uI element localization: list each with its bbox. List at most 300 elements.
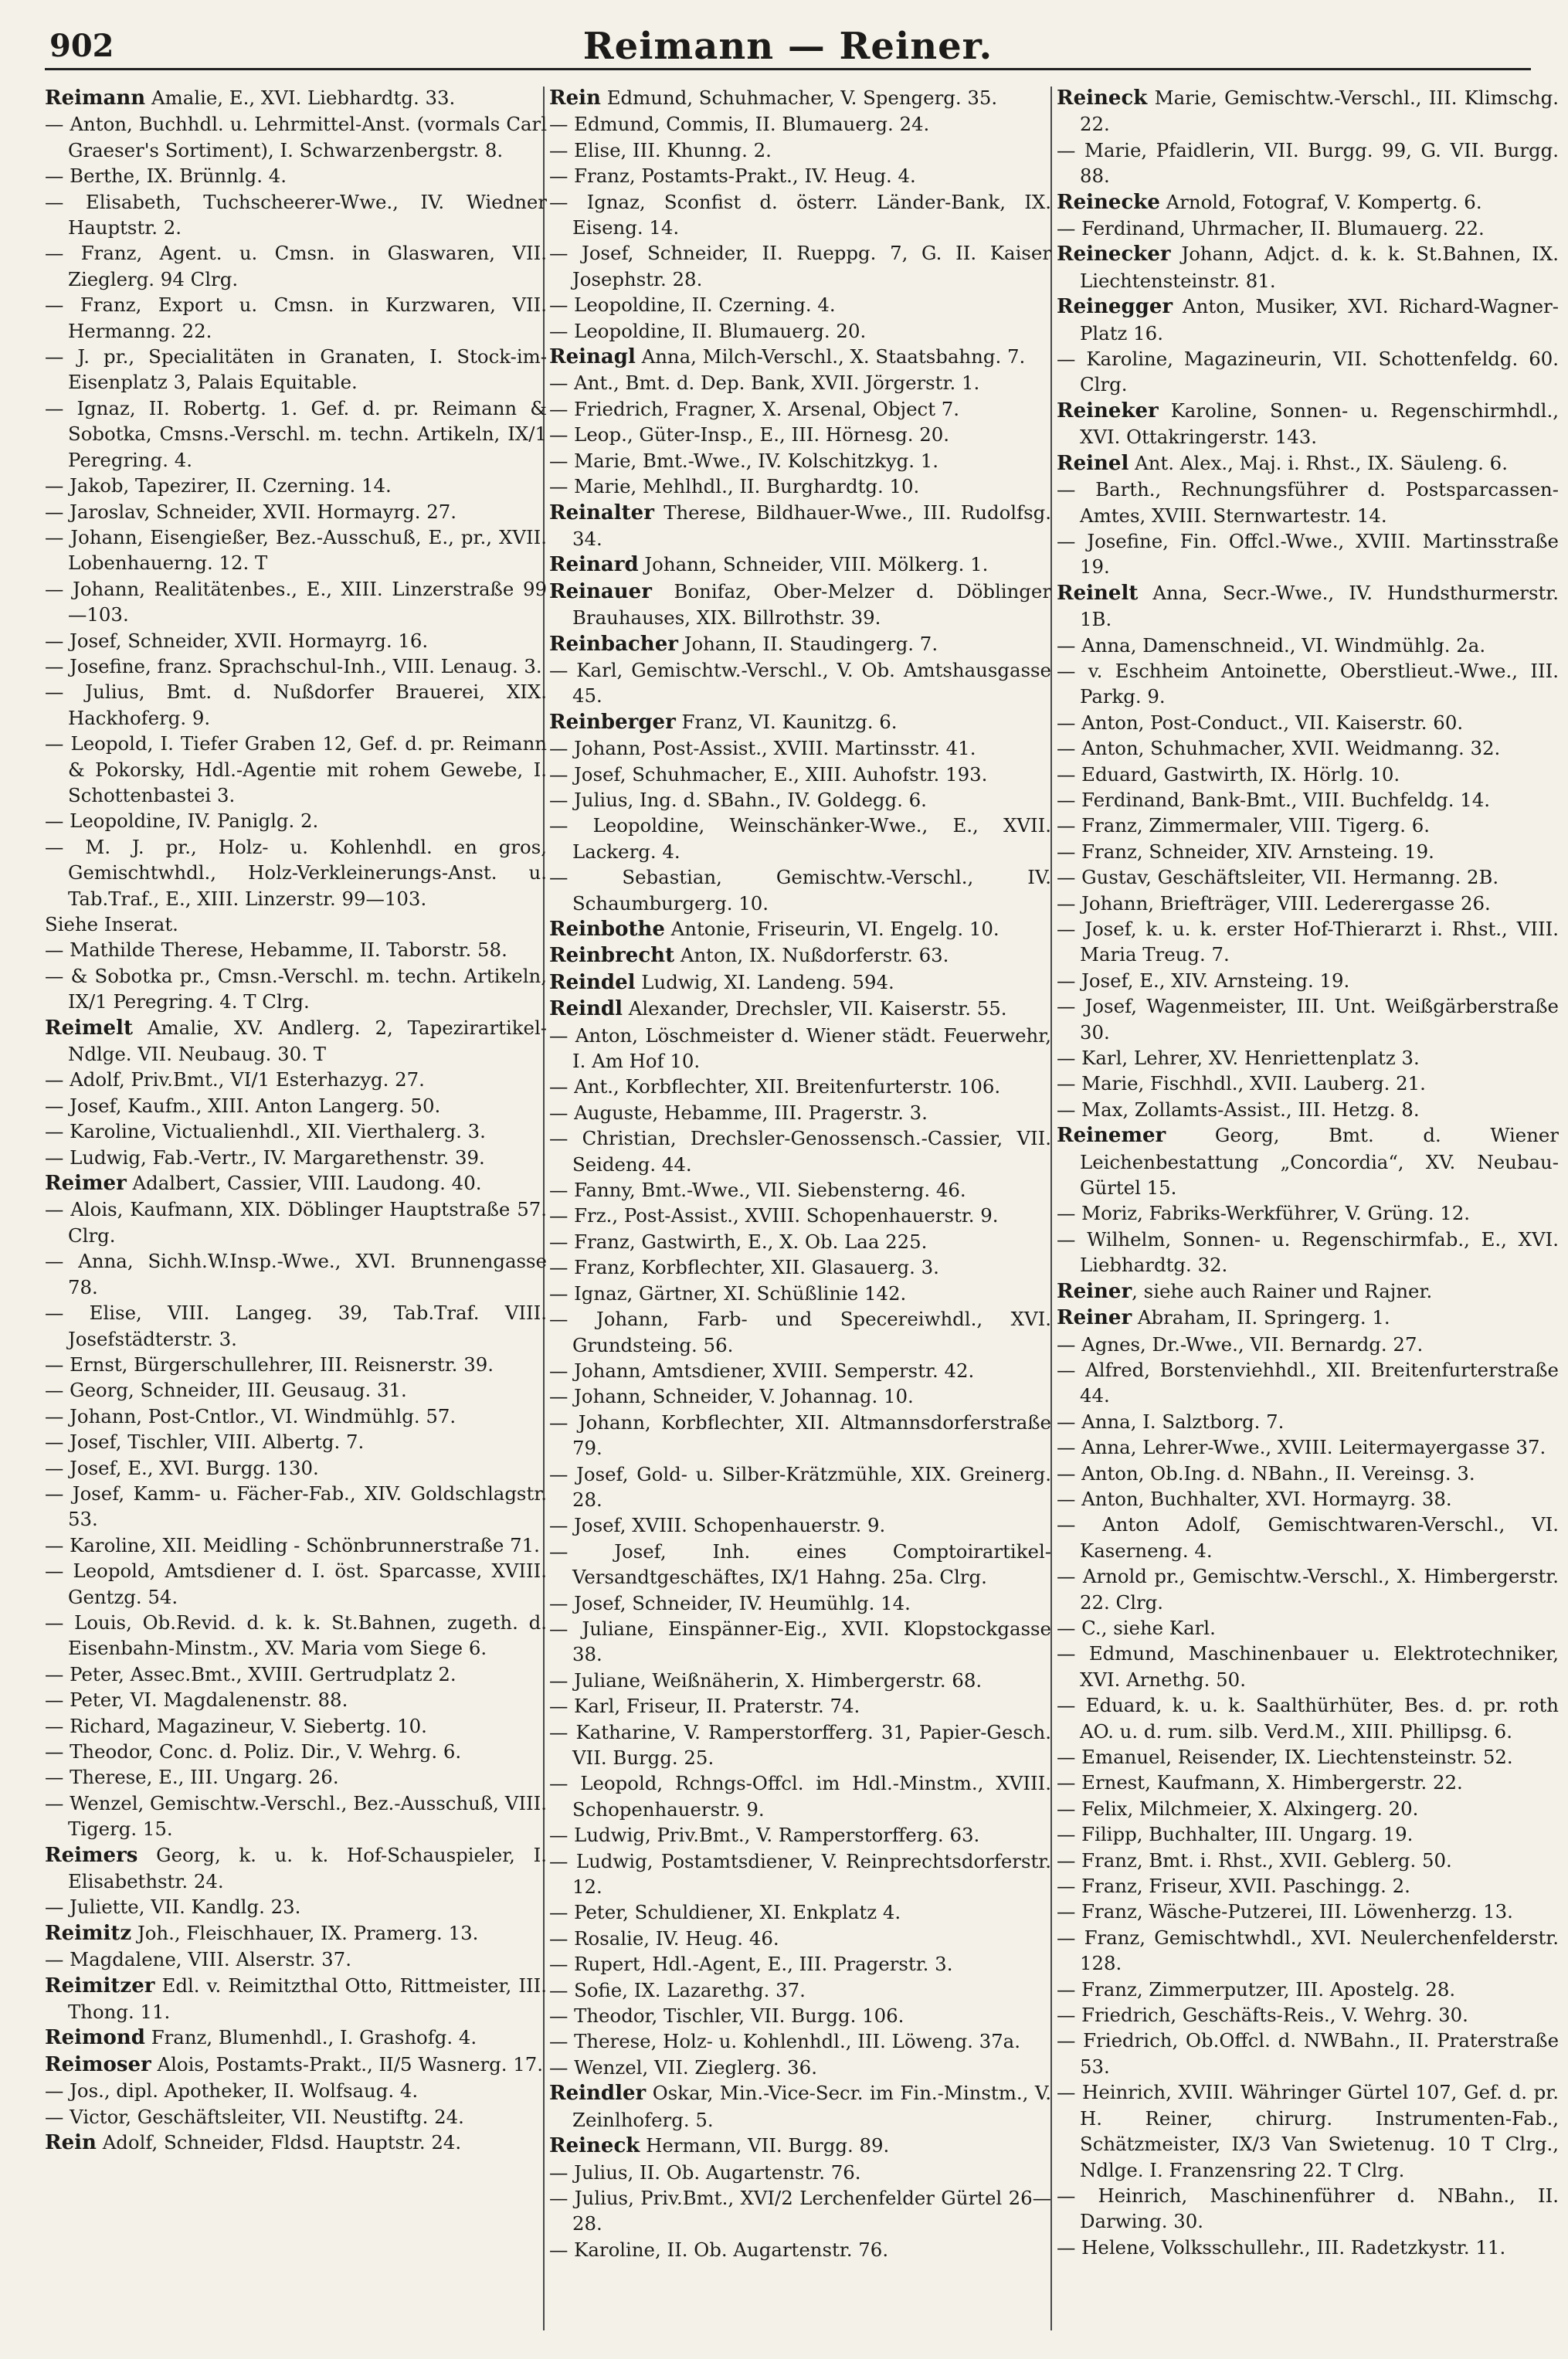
entry-text: — Anton, Löschmeister d. Wiener städt. Feuerwehr, I. Am Hof 10. [549, 1023, 1051, 1073]
directory-entry [1057, 477, 1559, 528]
directory-entry [549, 344, 1051, 370]
entry-text: — Edmund, Maschinenbauer u. Elektrotechniker, XVI. Arnethg. 50. [1057, 1642, 1559, 1691]
directory-entry [45, 834, 547, 911]
entry-text: — Christian, Drechsler-Genossensch.-Cassier, VII. Seideng. 44. [549, 1127, 1051, 1176]
directory-entry [549, 1539, 1051, 1590]
directory-entry [45, 1377, 547, 1403]
entry-text: — Peter, VI. Magdalenenstr. 88. [45, 1689, 348, 1712]
directory-entry [1057, 1434, 1559, 1460]
directory-entry [1057, 658, 1559, 710]
page-header [45, 23, 1531, 70]
entry-surname: Reinagl [549, 345, 636, 369]
entry-text: — Karl, Gemischtw.-Verschl., V. Ob. Amtshausgasse 45. [549, 658, 1051, 708]
directory-entry [549, 1306, 1051, 1358]
entry-surname: Reimond [45, 2026, 145, 2050]
entry-text: — Johann, Briefträger, VIII. Lederergasse 26. [1057, 891, 1491, 915]
entry-text: — Louis, Ob.Revid. d. k. k. St.Bahnen, zugeth. d. Eisenbahn-Minstm., XV. Maria vom Siege 6. [45, 1611, 547, 1660]
entry-text: — Josef, Inh. eines Comptoirartikel-Versandtgeschäftes, IX/1 Hahng. 25a. Clrg. [549, 1539, 1051, 1589]
directory-entry [549, 85, 1051, 111]
entry-text: — Franz, Korbflechter, XII. Glasauerg. 3. [549, 1256, 939, 1279]
entry-surname: Reineck [549, 2134, 640, 2158]
entry-text: — Leop., Güter-Insp., E., III. Hörnesg. 20. [549, 423, 950, 446]
directory-entry [45, 1118, 547, 1144]
entry-text: — Josef, Schneider, XVII. Hormayrg. 16. [45, 629, 429, 652]
entry-text: — Julius, Priv.Bmt., XVI/2 Lerchenfelder Gürtel 26—28. [549, 2186, 1051, 2235]
directory-entry [549, 2003, 1051, 2028]
entry-text: — Georg, Schneider, III. Geusaug. 31. [45, 1379, 407, 1402]
entry-text: Karoline, Sonnen- u. Regenschirmhdl., XVI. Ottakringerstr. 143. [1080, 399, 1559, 449]
directory-entry [549, 292, 1051, 317]
entry-surname: Reimelt [45, 1016, 133, 1040]
entry-text: Anna, Milch-Verschl., X. Staatsbahng. 7. [635, 345, 1026, 368]
directory-entry [549, 1693, 1051, 1719]
entry-text: — Moriz, Fabriks-Werkführer, V. Grüng. 12. [1057, 1202, 1471, 1225]
entry-text: — Josef, E., XIV. Arnsteing. 19. [1057, 969, 1350, 992]
entry-text: — Theodor, Tischler, VII. Burgg. 106. [549, 2004, 904, 2028]
entry-text: — Franz, Schneider, XIV. Arnsteing. 19. [1057, 840, 1434, 863]
entry-text: — Ludwig, Priv.Bmt., V. Ramperstorfferg. 63. [549, 1824, 980, 1847]
directory-entry [45, 344, 547, 395]
entry-surname: Reinauer [549, 579, 652, 603]
directory-entry [1057, 1692, 1559, 1744]
directory-entry [45, 395, 547, 473]
entry-text: Georg, Bmt. d. Wiener Leichenbestattung „Concordia“, XV. Neubau-Gürtel 15. [1080, 1124, 1559, 1200]
entry-text: — Ernst, Bürgerschullehrer, III. Reisnerstr. 39. [45, 1353, 494, 1376]
directory-entry [1057, 2002, 1559, 2028]
entry-text: — Josef, k. u. k. erster Hof-Thierarzt i. Rhst., VIII. Maria Treug. 7. [1057, 918, 1559, 966]
entry-text: — C., siehe Karl. [1057, 1616, 1216, 1639]
directory-entry [549, 996, 1051, 1022]
directory-entry [549, 1100, 1051, 1125]
directory-entry [1057, 216, 1559, 241]
directory-entry [45, 1661, 547, 1687]
directory-entry [1057, 1512, 1559, 1563]
entry-text: — Frz., Post-Assist., XVIII. Schopenhauerstr. 9. [549, 1204, 999, 1227]
entry-text: — Elise, VIII. Langeg. 39, Tab.Traf. VIII. Josefstädterstr. 3. [45, 1302, 547, 1350]
entry-text: — Josef, Schneider, II. Rueppg. 7, G. II. Kaiser Josephstr. 28. [549, 242, 1051, 290]
entry-text: — Ludwig, Fab.-Vertr., IV. Margarethenstr. 39. [45, 1146, 485, 1169]
entry-text: — Marie, Fischhdl., XVII. Lauberg. 21. [1057, 1072, 1426, 1095]
entry-surname: Rein [45, 2131, 97, 2155]
entry-text: Alois, Postamts-Prakt., II/5 Wasnerg. 17. [151, 2052, 544, 2076]
entry-text: — Franz, Bmt. i. Rhst., XVII. Geblerg. 50. [1057, 1848, 1452, 1872]
entry-surname: Reimitzer [45, 1974, 155, 1998]
entry-text: — Heinrich, XVIII. Währinger Gürtel 107, Gef. d. pr. H. Reiner, chirurg. Instrumenten-Fab., Schätzmeister, IX/3 Van Swietenug. 10 T Clrg., Ndlge. I. Franzensring 22. T Clrg. [1057, 2081, 1559, 2181]
entry-text: — Theodor, Conc. d. Poliz. Dir., V. Wehrg. 6. [45, 1740, 462, 1763]
directory-entry [1057, 1461, 1559, 1486]
directory-entry [1057, 1409, 1559, 1434]
entry-text: Anna, Secr.-Wwe., IV. Hundsthurmerstr. 1B. [1080, 581, 1559, 631]
directory-entry [1057, 839, 1559, 864]
directory-entry [549, 2028, 1051, 2054]
directory-entry [549, 1822, 1051, 1848]
directory-entry [45, 679, 547, 731]
directory-entry [549, 1281, 1051, 1306]
entry-text: — Karoline, Victualienhdl., XII. Vierthalerg. 3. [45, 1120, 486, 1143]
entry-text: — Johann, Post-Cntlor., VI. Windmühlg. 57. [45, 1404, 456, 1427]
entry-text: — Wenzel, VII. Zieglerg. 36. [549, 2055, 817, 2079]
directory-entry [549, 240, 1051, 292]
entry-text: — Peter, Schuldiener, XI. Enkplatz 4. [549, 1901, 901, 1924]
directory-entry [45, 189, 547, 241]
entry-surname: Reimers [45, 1843, 138, 1867]
directory-entry [1057, 1227, 1559, 1278]
directory-entry [549, 396, 1051, 422]
entry-text: — M. J. pr., Holz- u. Kohlenhdl. en gros, Gemischtwhdl., Holz-Verkleinerungs-Anst. u. Tab.Traf., E., XIII. Linzerstr. 99—103. [45, 835, 547, 910]
directory-entry [549, 1899, 1051, 1925]
directory-entry [45, 2130, 547, 2156]
entry-text: — Ferdinand, Uhrmacher, II. Blumauerg. 22. [1057, 217, 1485, 240]
directory-entry [549, 1590, 1051, 1616]
entry-text: — Auguste, Hebamme, III. Pragerstr. 3. [549, 1101, 928, 1124]
entry-text: — Gustav, Geschäftsleiter, VII. Hermanng. 2B. [1057, 866, 1499, 889]
entry-text: — Peter, Assec.Bmt., XVIII. Gertrudplatz 2. [45, 1662, 456, 1685]
entry-surname: Reimitz [45, 1921, 132, 1945]
entry-text: — Barth., Rechnungsführer d. Postsparcassen-Amtes, XVIII. Sternwartestr. 14. [1057, 478, 1559, 527]
entry-text: — Ant., Korbflechter, XII. Breitenfurterstr. 106. [549, 1075, 1001, 1098]
directory-entry [1057, 1796, 1559, 1821]
entry-text: — Johann, Korbflechter, XII. Altmannsdorferstraße 79. [549, 1410, 1051, 1460]
directory-entry [45, 1973, 547, 2025]
entry-text: — Max, Zollamts-Assist., III. Hetzg. 8. [1057, 1098, 1420, 1121]
page-title: Reimann — Reiner. [582, 25, 993, 68]
directory-entry [549, 969, 1051, 996]
entry-text: — Anton, Ob.Ing. d. NBahn., II. Vereinsg. 3. [1057, 1461, 1475, 1485]
entry-text: Bonifaz, Ober-Melzer d. Döblinger Brauhauses, XIX. Billrothstr. 39. [572, 579, 1051, 630]
entry-text: — Franz, Gemischtwhdl., XVI. Neulerchenfelderstr. 128. [1057, 1926, 1559, 1975]
directory-entry [45, 628, 547, 653]
directory-entry [549, 189, 1051, 241]
entry-text: — Franz, Gastwirth, E., X. Ob. Laa 225. [549, 1230, 928, 1253]
entry-text: — Therese, Holz- u. Kohlenhdl., III. Löweng. 37a. [549, 2030, 1020, 2053]
directory-entry [549, 2080, 1051, 2133]
entry-text: — Julius, Ing. d. SBahn., IV. Goldegg. 6. [549, 788, 927, 811]
directory-entry [45, 499, 547, 524]
directory-entry [45, 240, 547, 292]
directory-entry [1057, 787, 1559, 813]
directory-entry [1057, 1925, 1559, 1977]
entry-text: — Fanny, Bmt.-Wwe., VII. Siebensterng. 46. [549, 1179, 966, 1202]
entry-text: — Mathilde Therese, Hebamme, II. Taborstr. 58. [45, 939, 507, 962]
entry-text: Adalbert, Cassier, VIII. Laudong. 40. [126, 1172, 482, 1195]
directory-entry [1057, 1486, 1559, 1512]
entry-text: — Alfred, Borstenviehhdl., XII. Breitenfurterstraße 44. [1057, 1358, 1559, 1407]
directory-entry [549, 787, 1051, 813]
directory-entry [45, 1558, 547, 1610]
entry-text: — Leopoldine, II. Blumauerg. 20. [549, 319, 867, 342]
directory-entry [45, 1429, 547, 1454]
entry-text: — Helene, Volksschullehr., III. Radetzkystr. 11. [1057, 2235, 1506, 2259]
entry-text: Oskar, Min.-Vice-Secr. im Fin.-Minstm., V. Zeinlhoferg. 5. [572, 2082, 1051, 2131]
entry-text: — Johann, Schneider, V. Johannag. 10. [549, 1385, 914, 1408]
directory-entry [45, 1196, 547, 1248]
entry-text: — Franz, Wäsche-Putzerei, III. Löwenherzg. 13. [1057, 1900, 1513, 1923]
directory-entry [549, 1616, 1051, 1668]
directory-entry [45, 1713, 547, 1739]
directory-entry [1057, 241, 1559, 294]
entry-text: — Julius, Bmt. d. Nußdorfer Brauerei, XIX. Hackhoferg. 9. [45, 681, 547, 729]
entry-text: Franz, VI. Kaunitzg. 6. [675, 710, 898, 733]
directory-entry [1057, 580, 1559, 633]
entry-text: Marie, Gemischtw.-Verschl., III. Klimschg. 22. [1080, 87, 1559, 136]
directory-entry [549, 1410, 1051, 1461]
directory-entry [1057, 346, 1559, 398]
directory-entry [549, 631, 1051, 657]
directory-entry [549, 942, 1051, 969]
directory-entry [45, 111, 547, 163]
entry-text: — Ignaz, II. Robertg. 1. Gef. d. pr. Reimann & Sobotka, Cmsns.-Verschl. m. techn. Artikeln, IX/1 Peregring. 4. [45, 396, 547, 471]
directory-entry [1057, 450, 1559, 477]
entry-text: — Rosalie, IV. Heug. 46. [549, 1926, 779, 1950]
directory-entry [45, 1248, 547, 1300]
directory-entry [1057, 2079, 1559, 2183]
entry-text: — Johann, Farb- und Specereiwhdl., XVI. Grundsteing. 56. [549, 1308, 1051, 1356]
entry-text: — Ignaz, Sconfist d. österr. Länder-Bank, IX. Eiseng. 14. [549, 190, 1051, 239]
directory-entry [549, 137, 1051, 163]
entry-text: — Eduard, k. u. k. Saalthürhüter, Bes. d. pr. roth AO. u. d. rum. silb. Verd.M., XIII. Phillipsg. 6. [1057, 1694, 1559, 1743]
directory-entry [549, 579, 1051, 631]
entry-text: — Anna, I. Salztborg. 7. [1057, 1410, 1285, 1433]
directory-entry [549, 1203, 1051, 1228]
entry-text: — Adolf, Priv.Bmt., VI/1 Esterhazyg. 27. [45, 1068, 425, 1091]
directory-entry [1057, 2028, 1559, 2079]
directory-entry [1057, 2183, 1559, 2235]
directory-entry [1057, 1045, 1559, 1071]
entry-text: Edmund, Schuhmacher, V. Spengerg. 35. [600, 87, 998, 109]
directory-entry [45, 163, 547, 188]
entry-text: Franz, Blumenhdl., I. Grashofg. 4. [144, 2026, 477, 2049]
entry-text: Ludwig, XI. Landeng. 594. [635, 970, 894, 993]
entry-text: — Juliette, VII. Kandlg. 23. [45, 1896, 301, 1919]
entry-text: — Eduard, Gastwirth, IX. Hörlg. 10. [1057, 762, 1400, 786]
directory-entry [1057, 762, 1559, 787]
directory-entry [45, 731, 547, 808]
directory-entry [1057, 735, 1559, 761]
entry-text: — Josef, E., XVI. Burgg. 130. [45, 1456, 319, 1479]
directory-entry [1057, 1770, 1559, 1795]
entry-text: — & Sobotka pr., Cmsn.-Verschl. m. techn. Artikeln, IX/1 Peregring. 4. T Clrg. [45, 964, 547, 1013]
directory-entry [549, 1177, 1051, 1203]
entry-text: — Therese, E., III. Ungarg. 26. [45, 1766, 339, 1789]
directory-entry [45, 1067, 547, 1092]
entry-surname: Reinard [549, 553, 639, 577]
entry-text: — Julius, II. Ob. Augartenstr. 76. [549, 2160, 861, 2184]
directory-entry [549, 735, 1051, 761]
directory-entry [1057, 1357, 1559, 1409]
entry-text: — Wilhelm, Sonnen- u. Regenschirmfab., E., XVI. Liebhardtg. 32. [1057, 1227, 1559, 1277]
directory-entry [45, 1739, 547, 1764]
directory-entry [1057, 1848, 1559, 1873]
entry-text: — Josef, Schuhmacher, E., XIII. Auhofstr. 193. [549, 762, 988, 786]
directory-entry [45, 1687, 547, 1712]
entry-text: — Wenzel, Gemischtw.-Verschl., Bez.-Ausschuß, VIII. Tigerg. 15. [45, 1791, 547, 1841]
entry-surname: Reinegger [1057, 295, 1173, 319]
entry-text: — Rupert, Hdl.-Agent, E., III. Pragerstr. 3. [549, 1953, 953, 1976]
entry-text: Therese, Bildhauer-Wwe., III. Rudolfsg. 34. [572, 501, 1051, 550]
entry-text: — Arnold pr., Gemischtw.-Verschl., X. Himbergerstr. 22. Clrg. [1057, 1565, 1559, 1614]
directory-entry [549, 1848, 1051, 1900]
directory-entry [549, 762, 1051, 787]
directory-entry [45, 1093, 547, 1118]
entry-text: — Friedrich, Geschäfts-Reis., V. Wehrg. 30. [1057, 2004, 1468, 2027]
entry-surname: Reinecke [1057, 190, 1160, 214]
directory-entry [549, 709, 1051, 735]
directory-entry [45, 1764, 547, 1790]
entry-text: — Anna, Lehrer-Wwe., XVIII. Leitermayergasse 37. [1057, 1436, 1546, 1459]
directory-entry [1057, 1744, 1559, 1770]
entry-text: — Johann, Eisengießer, Bez.-Ausschuß, E., pr., XVII. Lobenhauerng. 12. T [45, 525, 547, 575]
entry-text: — J. pr., Specialitäten in Granaten, I. Stock-im-Eisenplatz 3, Palais Equitable. [45, 345, 547, 394]
entry-surname: Reinecker [1057, 243, 1171, 266]
entry-text: Hermann, VII. Burgg. 89. [640, 2134, 890, 2157]
directory-entry [45, 937, 547, 962]
directory-entry [1057, 1641, 1559, 1692]
entry-surname: Reineker [1057, 399, 1159, 423]
directory-entry [1057, 968, 1559, 993]
directory-entry [45, 808, 547, 833]
entry-text: — Ant., Bmt. d. Dep. Bank, XVII. Jörgerstr. 1. [549, 372, 980, 395]
directory-entry [549, 1668, 1051, 1693]
directory-entry [1057, 891, 1559, 916]
entry-surname: Reinemer [1057, 1124, 1166, 1148]
entry-text: — Karl, Lehrer, XV. Henriettenplatz 3. [1057, 1047, 1420, 1070]
entry-text: Edl. v. Reimitzthal Otto, Rittmeister, III. Thong. 11. [68, 1974, 547, 2024]
entry-text: — Elisabeth, Tuchscheerer-Wwe., IV. Wiedner Hauptstr. 2. [45, 190, 547, 239]
directory-entry [1057, 993, 1559, 1045]
entry-text: — v. Eschheim Antoinette, Oberstlieut.-Wwe., III. Parkg. 9. [1057, 659, 1559, 708]
directory-entry [45, 576, 547, 628]
entry-text: — Jakob, Tapezirer, II. Czerning. 14. [45, 474, 392, 497]
directory-entry [549, 864, 1051, 916]
entry-text: — Josef, XVIII. Schopenhauerstr. 9. [549, 1514, 886, 1537]
directory-entry [1057, 85, 1559, 137]
entry-text: — Magdalene, VIII. Alserstr. 37. [45, 1948, 351, 1971]
directory-entry [45, 1455, 547, 1481]
entry-text: Anton, IX. Nußdorferstr. 63. [674, 944, 949, 967]
entry-text: — Juliane, Einspänner-Eig., XVII. Klopstockgasse 38. [549, 1617, 1051, 1666]
directory-entry [549, 1951, 1051, 1977]
directory-entry [549, 657, 1051, 709]
directory-entry [549, 1358, 1051, 1383]
entry-surname: Reinel [1057, 451, 1129, 475]
entry-text: — Anna, Sichh.W.Insp.-Wwe., XVI. Brunnengasse 78. [45, 1250, 547, 1298]
entry-text: — Marie, Pfaidlerin, VII. Burgg. 99, G. VII. Burgg. 88. [1057, 138, 1559, 188]
entry-surname: Reindl [549, 997, 623, 1021]
entry-text: — Josef, Gold- u. Silber-Krätzmühle, XIX. Greinerg. 28. [549, 1462, 1051, 1511]
entry-text: — Richard, Magazineur, V. Siebertg. 10. [45, 1714, 427, 1737]
entry-surname: Reinalter [549, 501, 654, 524]
entry-text: — Sebastian, Gemischtw.-Verschl., IV. Schaumburgerg. 10. [549, 866, 1051, 915]
entry-text: — Juliane, Weißnäherin, X. Himbergerstr. 68. [549, 1668, 983, 1692]
entry-text: — Anton, Buchhalter, XVI. Hormayrg. 38. [1057, 1487, 1452, 1510]
directory-entry [45, 2078, 547, 2103]
entry-text: — Ignaz, Gärtner, XI. Schüßlinie 142. [549, 1281, 907, 1305]
entry-text: Georg, k. u. k. Hof-Schauspieler, I. Elisabethstr. 24. [68, 1843, 547, 1893]
entry-text: — Ludwig, Postamtsdiener, V. Reinprechtsdorferstr. 12. [549, 1849, 1051, 1899]
directory-entry [549, 2185, 1051, 2237]
entry-text: Siehe Inserat. [45, 913, 178, 935]
entry-text: Johann, Schneider, VIII. Mölkerg. 1. [638, 553, 989, 576]
entry-text: , siehe auch Rainer und Rajner. [1132, 1279, 1433, 1302]
directory-entry [1057, 137, 1559, 189]
entry-text: — Anton, Buchhdl. u. Lehrmittel-Anst. (vormals Carl Graeser's Sortiment), I. Schwarzenbergstr. 8. [45, 113, 547, 161]
directory-entry [549, 163, 1051, 188]
entry-text: — Johann, Post-Assist., XVIII. Martinsstr. 41. [549, 737, 976, 760]
directory-entry [549, 916, 1051, 942]
directory-entry [45, 292, 547, 344]
entry-text: — Josef, Kaufm., XIII. Anton Langerg. 50. [45, 1094, 441, 1117]
entry-text: — Johann, Amtsdiener, XVIII. Semperstr. 42. [549, 1359, 975, 1382]
entry-surname: Reinbothe [549, 918, 665, 941]
directory-entry [1057, 710, 1559, 735]
entry-text: — Jaroslav, Schneider, XVII. Hormayrg. 27. [45, 500, 456, 523]
directory-entry [549, 1074, 1051, 1099]
directory-entry [1057, 1977, 1559, 2002]
directory-entry [45, 911, 547, 937]
directory-entry [1057, 189, 1559, 216]
directory-entry [549, 1719, 1051, 1771]
entry-text: — Johann, Realitätenbes., E., XIII. Linzerstraße 99—103. [45, 577, 547, 626]
entry-text: — Josefine, franz. Sprachschul-Inh., VIII. Lenaug. 3. [45, 654, 542, 677]
entry-text: Amalie, XV. Andlerg. 2, Tapezirartikel-Ndlge. VII. Neubaug. 30. T [68, 1016, 547, 1066]
directory-entry [1057, 1071, 1559, 1096]
directory-entry [45, 2052, 547, 2078]
directory-entry [45, 1842, 547, 1895]
entry-text: Joh., Fleischhauer, IX. Pramerg. 13. [131, 1921, 479, 1944]
entry-surname: Reiner [1057, 1306, 1132, 1330]
directory-entry [45, 1790, 547, 1842]
directory-entry [1057, 2235, 1559, 2260]
entry-text: Abraham, II. Springerg. 1. [1132, 1306, 1390, 1329]
entry-text: — Karl, Friseur, II. Praterstr. 74. [549, 1695, 860, 1718]
directory-entry [1057, 1278, 1559, 1305]
directory-entry [45, 1610, 547, 1661]
entry-text: — Leopold, I. Tiefer Graben 12, Gef. d. pr. Reimann & Pokorsky, Hdl.-Agentie mit rohem Gewebe, I. Schottenbastei 3. [45, 732, 547, 806]
entry-surname: Reimoser [45, 2052, 151, 2076]
entry-text: — Josef, Tischler, VIII. Albertg. 7. [45, 1431, 365, 1454]
directory-entry [45, 1920, 547, 1947]
entry-text: — Franz, Agent. u. Cmsn. in Glaswaren, VII. Zieglerg. 94 Clrg. [45, 242, 547, 290]
directory-entry [45, 2104, 547, 2130]
entry-text: Antonie, Friseurin, VI. Engelg. 10. [664, 918, 1000, 940]
entry-text: — Berthe, IX. Brünnlg. 4. [45, 165, 287, 188]
directory-entry [1057, 1305, 1559, 1331]
entry-text: — Karoline, II. Ob. Augartenstr. 76. [549, 2238, 889, 2261]
directory-entry [549, 1770, 1051, 1822]
directory-entry [45, 524, 547, 576]
entry-text: — Friedrich, Ob.Offcl. d. NWBahn., II. Praterstraße 53. [1057, 2029, 1559, 2078]
directory-entry [45, 1300, 547, 1352]
entry-surname: Reinbacher [549, 632, 678, 656]
entry-text: — Friedrich, Fragner, X. Arsenal, Object 7. [549, 397, 960, 420]
directory-entry [45, 1352, 547, 1377]
directory-entry [549, 2237, 1051, 2262]
directory-entry [549, 1977, 1051, 2003]
directory-entry [549, 370, 1051, 395]
entry-text: — Leopoldine, Weinschänker-Wwe., E., XVII. Lackerg. 4. [549, 814, 1051, 863]
entry-text: — Leopoldine, II. Czerning. 4. [549, 294, 836, 317]
entry-text: — Karoline, Magazineurin, VII. Schottenfeldg. 60. Clrg. [1057, 348, 1559, 396]
entry-text: — Franz, Postamts-Prakt., IV. Heug. 4. [549, 165, 916, 188]
entry-text: — Franz, Zimmerputzer, III. Apostelg. 28. [1057, 1977, 1456, 2001]
entry-text: — Agnes, Dr.-Wwe., VII. Bernardg. 27. [1057, 1332, 1424, 1356]
directory-entry [549, 111, 1051, 137]
directory-entry [45, 473, 547, 498]
entry-text: — Franz, Zimmermaler, VIII. Tigerg. 6. [1057, 814, 1431, 837]
directory-entry [549, 2055, 1051, 2080]
entry-text: — Edmund, Commis, II. Blumauerg. 24. [549, 113, 930, 136]
entry-text: — Anna, Damenschneid., VI. Windmühlg. 2a. [1057, 633, 1486, 657]
